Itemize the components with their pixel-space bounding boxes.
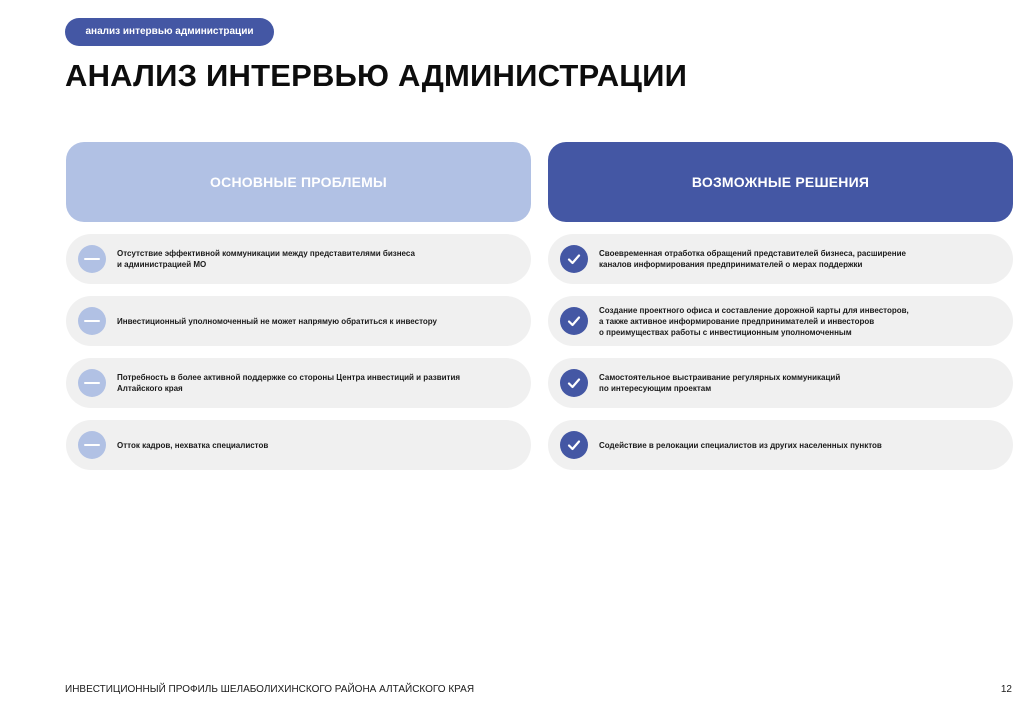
page-title: АНАЛИЗ ИНТЕРВЬЮ АДМИНИСТРАЦИИ <box>65 58 688 93</box>
problems-header <box>66 142 531 222</box>
problems-header-label: ОСНОВНЫЕ ПРОБЛЕМЫ <box>210 174 387 190</box>
problem-item <box>66 234 531 284</box>
minus-icon <box>78 245 106 273</box>
problems-list <box>66 234 531 470</box>
minus-icon <box>78 307 106 335</box>
check-icon <box>560 369 588 397</box>
solution-item <box>548 420 1013 470</box>
solution-item <box>548 234 1013 284</box>
check-icon <box>560 307 588 335</box>
check-icon <box>560 431 588 459</box>
solutions-header <box>548 142 1013 222</box>
footer-text: ИНВЕСТИЦИОННЫЙ ПРОФИЛЬ ШЕЛАБОЛИХИНСКОГО РАЙОНА АЛТАЙСКОГО КРАЯ <box>65 684 475 695</box>
problem-item <box>66 420 531 470</box>
solution-item <box>548 296 1013 346</box>
solution-text: Создание проектного офиса и составление дорожной карты для инвесторов, а также активное информирование предпринимателей и инвесторов о преимуществах работы с инвестиционным уполномоченным <box>599 305 909 337</box>
check-icon <box>560 245 588 273</box>
problem-text: Отток кадров, нехватка специалистов <box>117 440 269 450</box>
problem-text: Потребность в более активной поддержке со стороны Центра инвестиций и развития Алтайского края <box>117 373 461 393</box>
solutions-list <box>548 234 1013 470</box>
solution-text: Своевременная отработка обращений представителей бизнеса, расширение каналов информирования предпринимателей о мерах поддержки <box>599 249 906 269</box>
page-number: 12 <box>1000 684 1012 695</box>
minus-icon <box>78 369 106 397</box>
solution-text: Самостоятельное выстраивание регулярных коммуникаций по интересующим проектам <box>599 373 841 393</box>
solution-item <box>548 358 1013 408</box>
problem-text: Отсутствие эффективной коммуникации между представителями бизнеса и администрацией МО <box>117 249 415 269</box>
solutions-header-label: ВОЗМОЖНЫЕ РЕШЕНИЯ <box>691 174 870 190</box>
section-tag: анализ интервью администрации <box>65 18 274 46</box>
solution-text: Содействие в релокации специалистов из других населенных пунктов <box>599 440 882 450</box>
problem-item <box>66 296 531 346</box>
minus-icon <box>78 431 106 459</box>
problem-text: Инвестиционный уполномоченный не может напрямую обратиться к инвестору <box>117 316 437 326</box>
problem-item <box>66 358 531 408</box>
